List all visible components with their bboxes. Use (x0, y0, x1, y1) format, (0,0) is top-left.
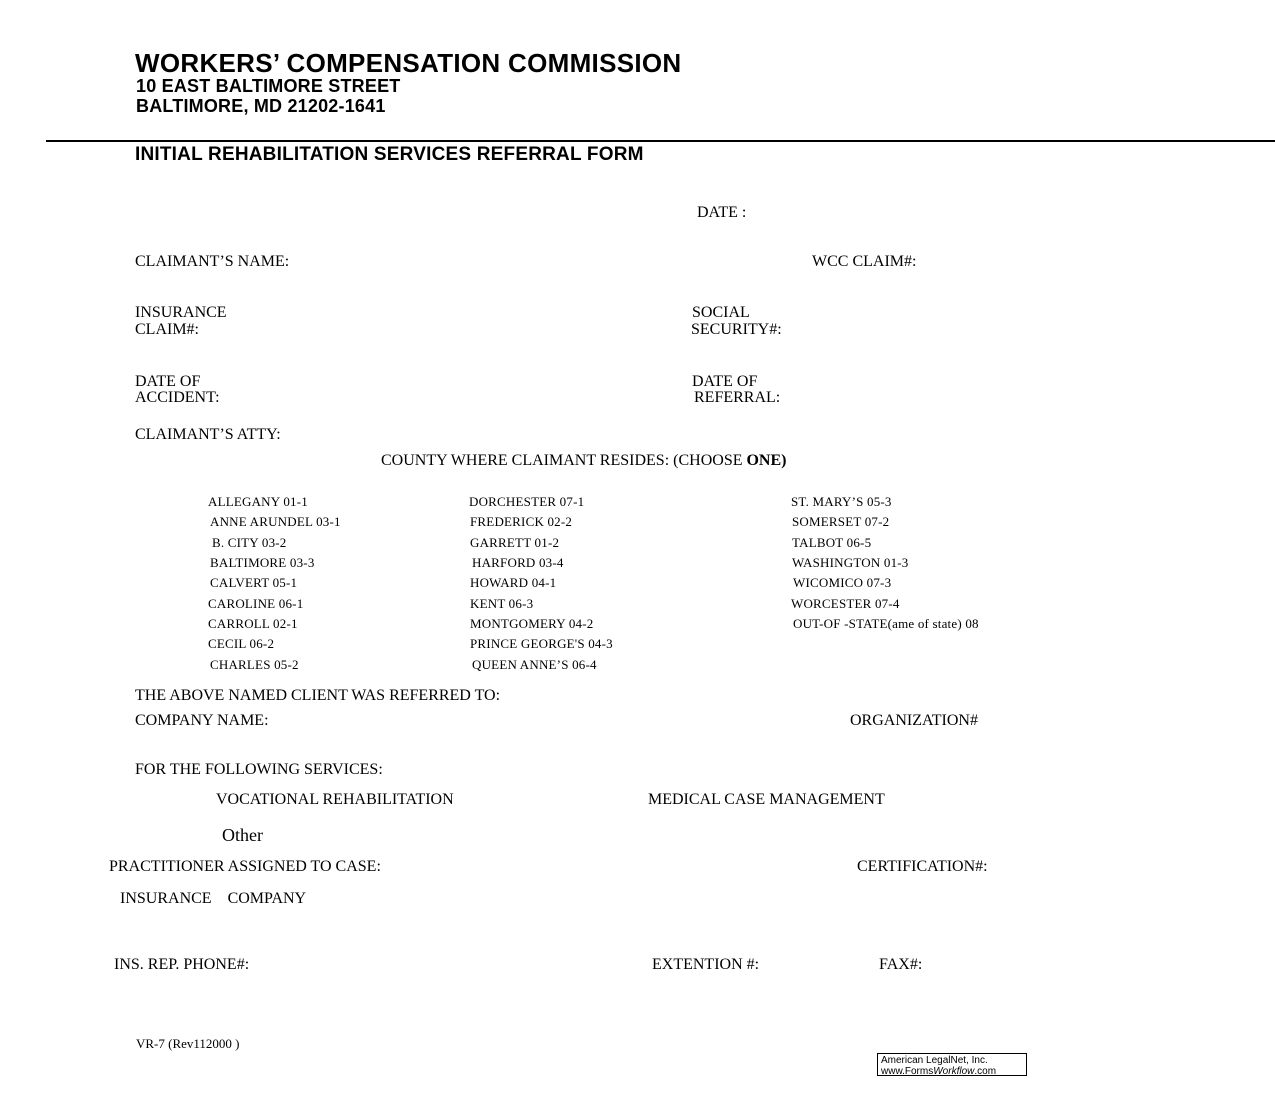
county-heading-suffix: ) (781, 452, 787, 469)
county-option[interactable]: CHARLES 05-2 (210, 657, 299, 672)
county-option[interactable]: CARROLL 02-1 (208, 616, 298, 631)
company-name-label: COMPANY NAME: (135, 712, 269, 729)
county-heading-text: COUNTY WHERE CLAIMANT RESIDES: (CHOOSE (381, 452, 747, 469)
county-option[interactable]: WICOMICO 07-3 (793, 575, 892, 590)
publisher-url[interactable] (881, 1066, 1023, 1077)
county-option[interactable]: DORCHESTER 07-1 (469, 494, 585, 509)
county-option[interactable]: CECIL 06-2 (208, 636, 275, 651)
county-option[interactable]: KENT 06-3 (470, 596, 534, 611)
date-of-referral-label-line2: REFERRAL: (694, 389, 781, 406)
county-option[interactable]: SOMERSET 07-2 (792, 514, 890, 529)
extension-label: EXTENTION #: (652, 956, 760, 973)
practitioner-label: PRACTITIONER ASSIGNED TO CASE: (109, 858, 381, 875)
county-option[interactable]: OUT-OF -STATE(ame of state) 08 (793, 616, 979, 631)
claimant-atty-label: CLAIMANT’S ATTY: (135, 426, 281, 443)
date-of-accident-label-line1: DATE OF (135, 373, 201, 390)
county-option[interactable]: WASHINGTON 01-3 (792, 555, 909, 570)
fax-label: FAX#: (879, 956, 923, 973)
form-number: VR-7 (Rev112000 ) (136, 1036, 240, 1051)
organization-title: WORKERS’ COMPENSATION COMMISSION (135, 48, 682, 78)
county-heading (381, 453, 786, 469)
address-line-2: BALTIMORE, MD 21202-1641 (136, 96, 386, 116)
referred-to-heading: THE ABOVE NAMED CLIENT WAS REFERRED TO: (135, 687, 501, 704)
county-option[interactable]: CALVERT 05-1 (210, 575, 298, 590)
date-label: DATE : (697, 204, 747, 221)
county-option[interactable]: WORCESTER 07-4 (791, 596, 900, 611)
county-option[interactable]: QUEEN ANNE’S 06-4 (472, 657, 597, 672)
county-option[interactable]: PRINCE GEORGE'S 04-3 (470, 636, 613, 651)
header-divider (46, 140, 1275, 142)
date-of-accident-label-line2: ACCIDENT: (135, 389, 220, 406)
county-heading-emphasis: ONE (746, 452, 782, 469)
certification-label: CERTIFICATION#: (857, 858, 988, 875)
county-option[interactable]: ST. MARY’S 05-3 (791, 494, 892, 509)
service-other[interactable]: Other (222, 825, 263, 845)
county-option[interactable]: HOWARD 04-1 (470, 575, 557, 590)
publisher-url-italic: Workflow (933, 1066, 975, 1077)
county-option[interactable]: B. CITY 03-2 (212, 535, 287, 550)
services-heading: FOR THE FOLLOWING SERVICES: (135, 761, 383, 778)
organization-number-label: ORGANIZATION# (850, 712, 978, 729)
county-option[interactable]: MONTGOMERY 04-2 (470, 616, 594, 631)
publisher-badge (877, 1053, 1027, 1076)
service-vocational-rehabilitation[interactable]: VOCATIONAL REHABILITATION (216, 791, 454, 808)
county-option[interactable]: GARRETT 01-2 (470, 535, 560, 550)
publisher-url-prefix: www.Forms (881, 1066, 934, 1077)
wcc-claim-label: WCC CLAIM#: (812, 253, 917, 270)
claimant-name-label: CLAIMANT’S NAME: (135, 253, 290, 270)
date-of-referral-label-line1: DATE OF (692, 373, 758, 390)
insurance-company-label: INSURANCE COMPANY (120, 890, 307, 907)
social-security-label-line2: SECURITY#: (691, 321, 782, 338)
service-medical-case-management[interactable]: MEDICAL CASE MANAGEMENT (648, 791, 885, 808)
form-title: INITIAL REHABILITATION SERVICES REFERRAL FORM (135, 144, 644, 165)
publisher-name: American LegalNet, Inc. (881, 1055, 988, 1066)
county-option[interactable]: ALLEGANY 01-1 (208, 494, 308, 509)
social-security-label-line1: SOCIAL (692, 304, 750, 321)
county-option[interactable]: TALBOT 06-5 (792, 535, 872, 550)
county-option[interactable]: BALTIMORE 03-3 (210, 555, 315, 570)
county-option[interactable]: FREDERICK 02-2 (470, 514, 573, 529)
publisher-url-suffix: .com (974, 1066, 997, 1077)
county-option[interactable]: CAROLINE 06-1 (208, 596, 304, 611)
insurance-claim-label-line1: INSURANCE (135, 304, 227, 321)
ins-rep-phone-label: INS. REP. PHONE#: (114, 956, 250, 973)
county-option[interactable]: HARFORD 03-4 (472, 555, 564, 570)
county-option[interactable]: ANNE ARUNDEL 03-1 (210, 514, 341, 529)
insurance-claim-label-line2: CLAIM#: (135, 321, 199, 338)
address-line-1: 10 EAST BALTIMORE STREET (136, 76, 401, 96)
